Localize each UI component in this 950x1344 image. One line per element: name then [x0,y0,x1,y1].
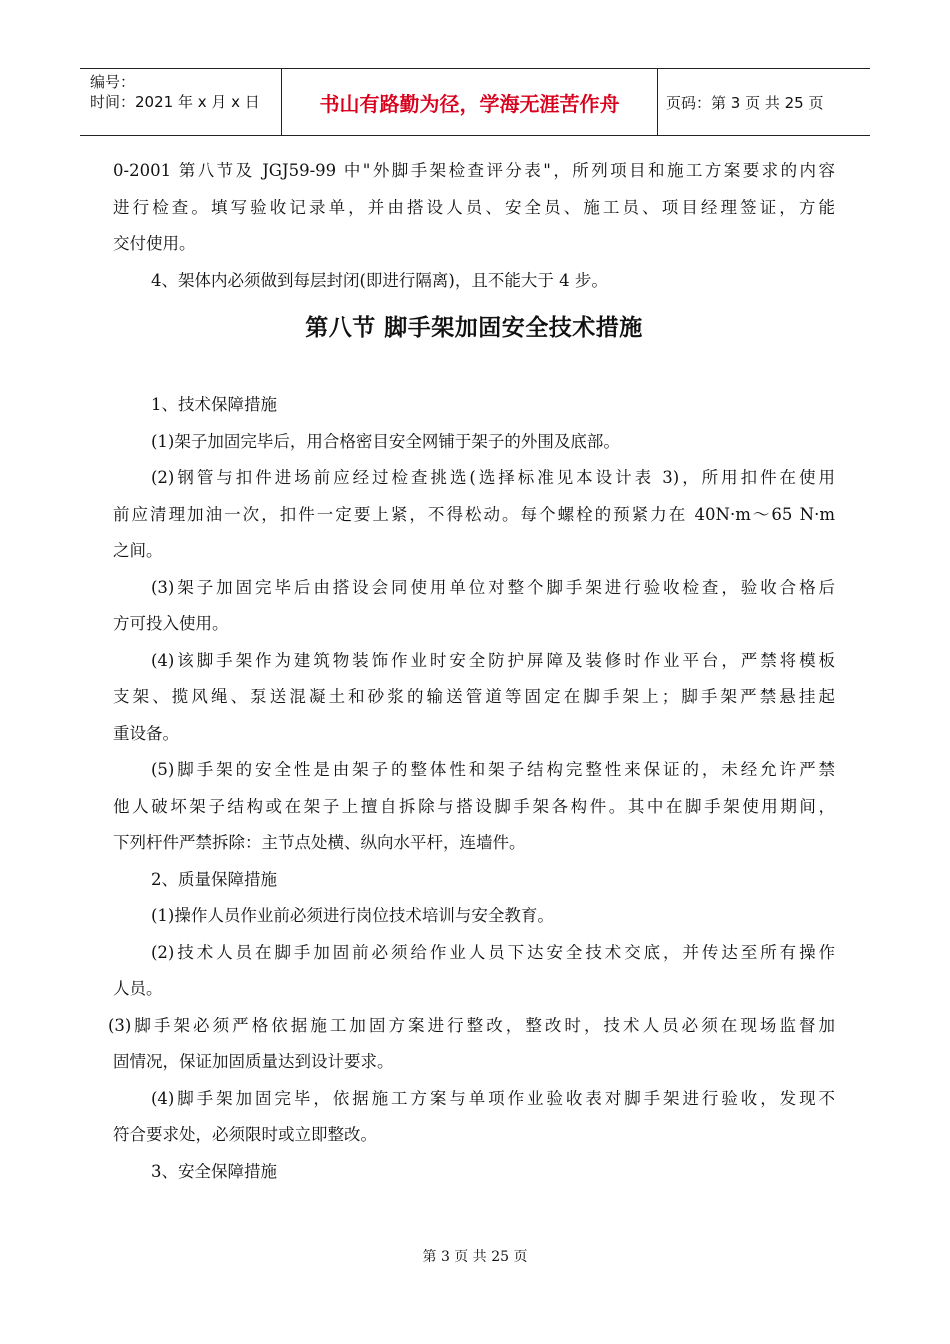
subsection-heading: 2、质量保障措施 [151,869,277,889]
page-header [80,68,870,136]
spacer [113,377,835,387]
subsection-heading: 1、技术保障措施 [151,395,277,414]
body-line: (2)钢管与扣件进场前应经过检查挑选(选择标准见本设计表 3)，所用扣件在使用 [151,468,835,487]
document-body [108,153,835,1190]
body-line: 交付使用。 [113,234,196,253]
body-line: 人员。 [113,979,163,998]
body-line: 符合要求处，必须限时或立即整改。 [113,1125,377,1144]
body-line: (2)技术人员在脚手加固前必须给作业人员下达安全技术交底，并传达至所有操作 [151,942,835,962]
body-line: (5)脚手架的安全性是由架子的整体性和架子结构完整性来保证的，未经允许严禁 [151,760,835,779]
header-meta [80,69,282,135]
body-line: (3)脚手架必须严格依据施工加固方案进行整改，整改时，技术人员必须在现场监督加 [108,1015,835,1035]
body-line: 0-2001 第八节及 JGJ59-99 中"外脚手架检查评分表"，所列项目和施工方案要求的内容 [113,161,835,180]
body-line: (3)架子加固完毕后由搭设会同使用单位对整个脚手架进行验收检查，验收合格后 [151,577,835,597]
header-page-info: 页码：第 3 页 共 25 页 [666,93,824,112]
body-line: (4)该脚手架作为建筑物装饰作业时安全防护屏障及装修时作业平台，严禁将模板 [151,650,835,670]
body-line: 固情况，保证加固质量达到设计要求。 [113,1052,394,1071]
body-line: 4、架体内必须做到每层封闭(即进行隔离)，且不能大于 4 步。 [151,270,608,290]
body-line: 他人破坏架子结构或在架子上擅自拆除与搭设脚手架各构件。其中在脚手架使用期间， [113,796,835,816]
body-line: 下列杆件严禁拆除：主节点处横、纵向水平杆，连墙件。 [113,833,526,852]
section-title: 第八节 脚手架加固安全技术措施 [305,315,643,341]
body-line: 方可投入使用。 [113,614,229,633]
body-line: 重设备。 [113,723,179,743]
body-line: (1)操作人员作业前必须进行岗位技术培训与安全教育。 [151,906,554,925]
body-line: (1)架子加固完毕后，用合格密目安全网铺于架子的外围及底部。 [151,431,620,451]
serial-number-label: 编号： [90,73,136,91]
date-label: 时间：2021 年 x 月 x 日 [90,93,260,111]
header-motto: 书山有路勤为径，学海无涯苦作舟 [282,69,658,135]
body-line: 进行检查。填写验收记录单，并由搭设人员、安全员、施工员、项目经理签证，方能 [113,197,835,217]
page-footer: 第 3 页 共 25 页 [422,1249,528,1265]
body-line: 前应清理加油一次，扣件一定要上紧，不得松动。每个螺栓的预紧力在 40N·m～65 N·m [113,504,835,524]
body-line: (4)脚手架加固完毕，依据施工方案与单项作业验收表对脚手架进行验收，发现不 [151,1088,835,1108]
body-line: 支架、揽风绳、泵送混凝土和砂浆的输送管道等固定在脚手架上；脚手架严禁悬挂起 [113,687,835,706]
subsection-heading: 3、安全保障措施 [151,1161,277,1181]
body-line: 之间。 [113,541,163,560]
